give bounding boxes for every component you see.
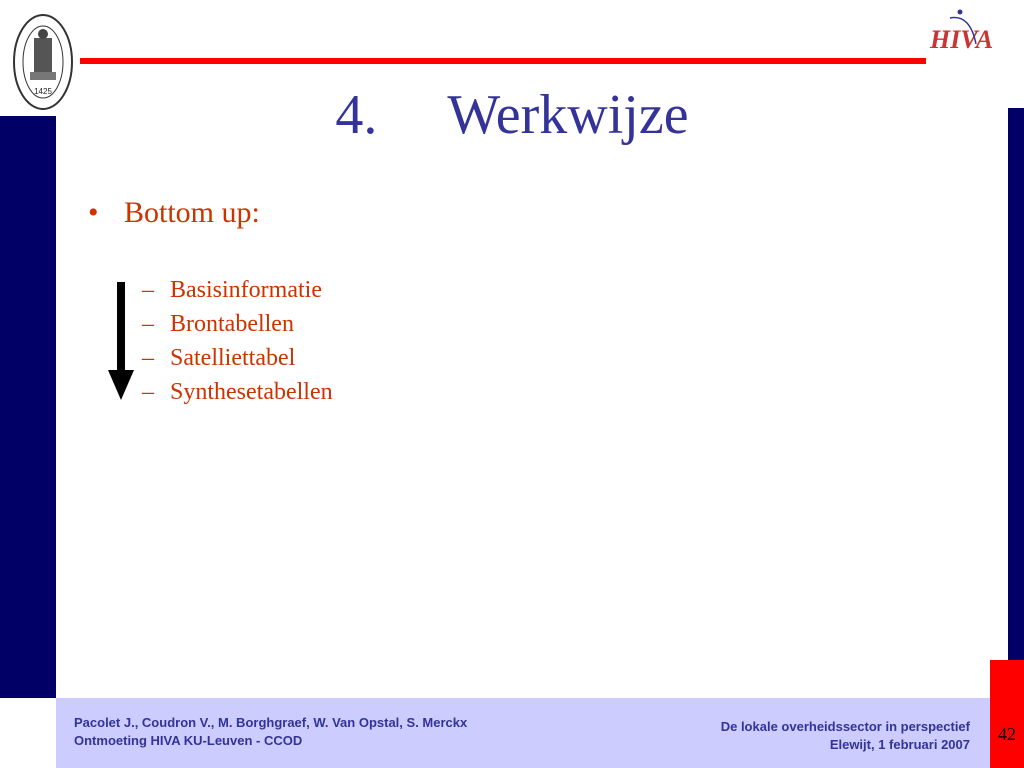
sub-list <box>142 273 333 409</box>
footer-authors <box>74 714 467 750</box>
sub-marker: – <box>142 379 154 405</box>
sub-item-text: Brontabellen <box>170 311 294 337</box>
hiva-logo <box>926 4 1018 70</box>
sub-item-text: Satelliettabel <box>170 345 296 371</box>
down-arrow-icon <box>108 282 134 400</box>
bullet-text: Bottom up: <box>124 196 260 229</box>
sub-marker: – <box>142 311 154 337</box>
footer-authors-line: Pacolet J., Coudron V., M. Borghgraef, W. Van Opstal, S. Merckx <box>74 715 468 730</box>
header-red-line <box>80 58 926 64</box>
seal-year: 1425 <box>34 87 52 96</box>
sub-list-item <box>142 375 333 409</box>
page-number: 42 <box>998 724 1016 744</box>
bullet-marker: • <box>88 196 99 229</box>
sub-marker: – <box>142 277 154 303</box>
right-side-bar <box>1008 108 1024 660</box>
sub-list-item <box>142 273 333 307</box>
sub-item-text: Basisinformatie <box>170 277 322 303</box>
bullet-item <box>88 196 260 230</box>
footer-event-line: Ontmoeting HIVA KU-Leuven - CCOD <box>74 733 303 748</box>
footer-date: Elewijt, 1 februari 2007 <box>829 737 970 752</box>
sub-marker: – <box>142 345 154 371</box>
sub-item-text: Synthesetabellen <box>170 379 333 405</box>
sub-list-item <box>142 341 333 375</box>
hiva-logo-text: HIVA <box>930 25 994 54</box>
footer-presentation-title: De lokale overheidssector in perspectief <box>720 719 970 734</box>
footer-presentation-info <box>721 718 970 754</box>
footer-bar <box>56 698 990 768</box>
left-side-bar <box>0 116 56 698</box>
sub-list-item <box>142 307 333 341</box>
slide-title: 4. Werkwijze <box>335 84 689 146</box>
page-number-box <box>990 660 1024 768</box>
